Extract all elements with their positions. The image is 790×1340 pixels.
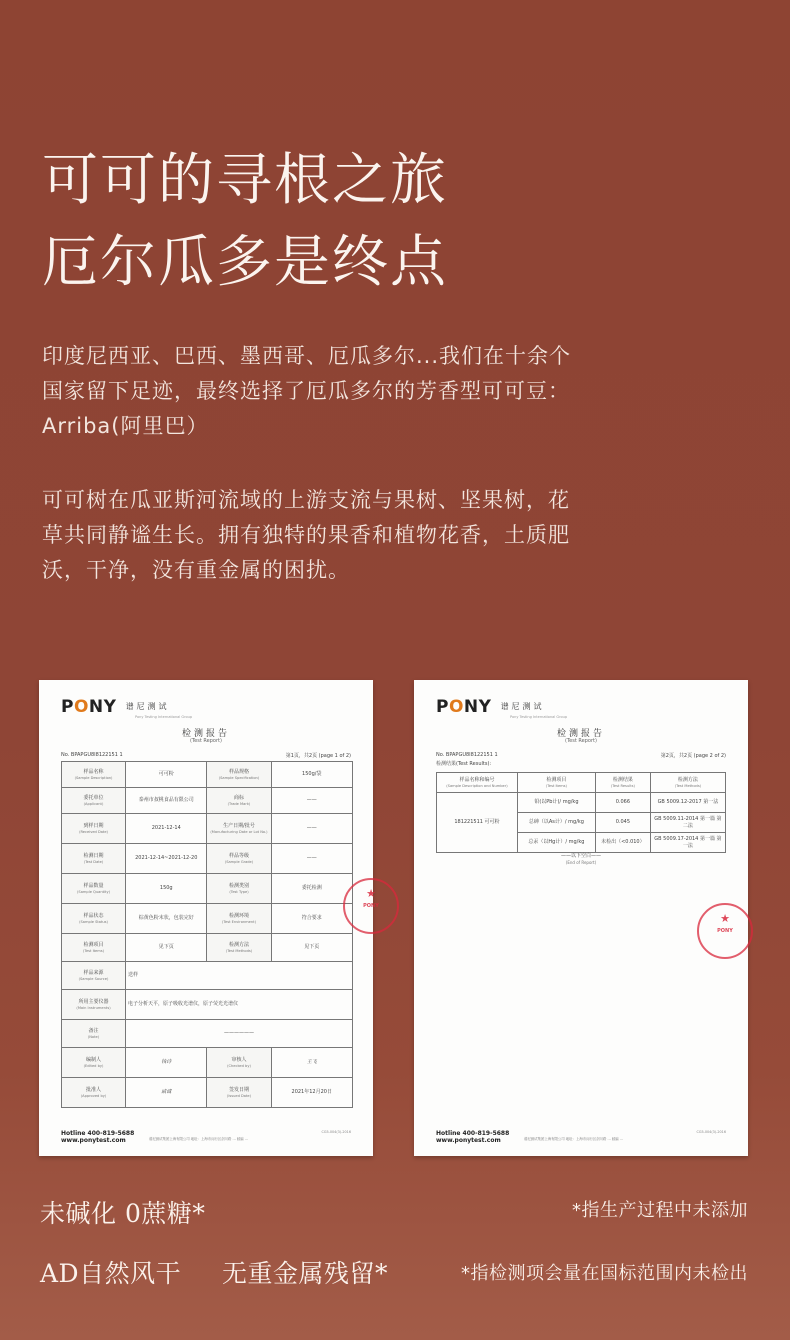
official-stamp: ★ PONY: [697, 903, 753, 959]
table-row: 编制人 (Edited by) 钱诗 审核人 (Checked by) 王飞: [62, 1048, 353, 1078]
report-number: No. BPAPGU8I8122151 1: [436, 752, 498, 758]
headline-line-1: 可可的寻根之旅: [42, 148, 448, 213]
pony-logo: PONY: [61, 696, 117, 717]
table-row: 样品名称 (Sample Description) 可可粉 样品规格 (Sample Specification) 150g/袋: [62, 762, 353, 788]
test-report-page-2: [414, 680, 748, 1156]
sample-cell: 181221511 可可粉: [437, 793, 518, 853]
note-test-standard: *指检测项会量在国标范围内未检出: [461, 1263, 748, 1284]
note-no-additive: *指生产过程中未添加: [572, 1200, 748, 1221]
claim-air-dried: AD自然风干: [40, 1259, 182, 1288]
results-table: [436, 772, 726, 853]
report-header: [436, 696, 734, 717]
brand-name: 谱尼测试: [125, 702, 170, 711]
website: www.ponytest.com: [61, 1137, 126, 1144]
brand-name-en: Pony Testing International Group: [135, 715, 193, 719]
results-label: 检测结果(Test Results):: [436, 761, 492, 767]
headline: [42, 140, 448, 304]
table-row: 181221511 可可粉 铅(以Pb计)/ mg/kg 0.066 GB 5009.12-2017 第一法: [437, 793, 726, 813]
report-info-table: [61, 761, 353, 1108]
claim-no-heavy-metal: 无重金属残留*: [222, 1259, 389, 1288]
table-row: 总汞（以Hg计）/ mg/kg 未检出（<0.010） GB 5009.17-2014 第一篇 第一法: [437, 833, 726, 853]
table-row: 委托单位 (Applicant) 泰州市叔桃食品有限公司 商标 (Trade Mark) ——: [62, 788, 353, 814]
brand-name-en: Pony Testing International Group: [510, 715, 568, 719]
report-header: [61, 696, 359, 717]
report-title-en: (Test Report): [565, 738, 597, 744]
hotline: Hotline 400-819-5688: [61, 1130, 135, 1137]
signature: 戚诚: [126, 1078, 207, 1108]
star-icon: ★: [366, 887, 376, 900]
table-row: 所用主要仪器 (Main Instruments) 电子分析天平，原子吸收光谱仪，原子荧光光谱仪: [62, 990, 353, 1020]
report-title: 检测报告: [181, 729, 230, 739]
table-row: 批准人 (Approved by) 戚诚 签发日期 (Issued Date) 2021年12月20日: [62, 1078, 353, 1108]
report-title-en: (Test Report): [190, 738, 222, 744]
table-row: 总砷（以As计）/ mg/kg 0.045 GB 5009.11-2014 第一篇 第二法: [437, 813, 726, 833]
report-footer: [61, 1130, 359, 1144]
hotline: Hotline 400-819-5688: [436, 1130, 510, 1137]
report-page-number: 第2页，共2页 (page 2 of 2): [660, 753, 726, 759]
form-code: CG5-004(3)-2016: [321, 1130, 351, 1134]
table-row: 样品状态 (Sample Status) 棕黄色粉末状，包装完好 检测环境 (Test Environment) 符合要求: [62, 904, 353, 934]
headline-line-2: 厄尔瓜多是终点: [42, 230, 448, 295]
official-stamp: ★ PONY: [343, 878, 399, 934]
end-of-report: ——以下空白——: [560, 853, 601, 859]
report-page-number: 第1页，共2页 (page 1 of 2): [285, 753, 351, 759]
table-row: 到样日期 (Received Date) 2021-12-14 生产日期/批号 (Manufacturing Date or Lot No.) ——: [62, 814, 353, 844]
report-footer: [436, 1130, 734, 1144]
address: 谱尼测试集团上海有限公司 地址：上海市闵行区剑川路 ... 邮编 ...: [524, 1137, 623, 1141]
signature: 钱诗: [126, 1048, 207, 1078]
address: 谱尼测试集团上海有限公司 地址：上海市闵行区剑川路 ... 邮编 ...: [149, 1137, 248, 1141]
table-row: 备注 (Note) ——————: [62, 1020, 353, 1048]
brand-name: 谱尼测试: [500, 702, 545, 711]
table-row: 检测项目 (Test Items) 见下页 检测方法 (Test Methods) 见下页: [62, 934, 353, 962]
website: www.ponytest.com: [436, 1137, 501, 1144]
table-row: 样品来源 (Sample Source) 送样: [62, 962, 353, 990]
test-report-page-1: [39, 680, 379, 1156]
table-header-row: 样品名称和编号 (Sample Description and Number) 检测项目 (Test Items) 检测结果 (Test Results) 检测方法 (Test Methods): [437, 773, 726, 793]
origin-paragraph: 可可树在瓜亚斯河流域的上游支流与果树、坚果树，花草共同静谧生长。拥有独特的果香和植物花香，土质肥沃，干净，没有重金属的困扰。: [42, 488, 570, 582]
table-row: 检测日期 (Test Date) 2021-12-14~2021-12-20 样品等级 (Sample Grade) ——: [62, 844, 353, 874]
signature: 王飞: [271, 1048, 353, 1078]
form-code: CG5-004(3)-2016: [696, 1130, 726, 1134]
end-of-report-en: (End of Report): [565, 860, 597, 865]
intro-paragraph: 印度尼西亚、巴西、墨西哥、厄瓜多尔...我们在十余个国家留下足迹，最终选择了厄瓜多尔的芳香型可可豆：Arriba(阿里巴）: [42, 344, 572, 438]
claim-no-alkali-no-sugar: 未碱化 0蔗糖*: [40, 1199, 206, 1228]
pony-logo: PONY: [436, 696, 492, 717]
table-row: 样品数量 (Sample Quantity) 150g 检测类别 (Test Type) 委托检测: [62, 874, 353, 904]
star-icon: ★: [720, 912, 730, 925]
report-number: No. BPAPGU8I8122151 1: [61, 752, 123, 758]
report-title: 检测报告: [556, 729, 605, 739]
